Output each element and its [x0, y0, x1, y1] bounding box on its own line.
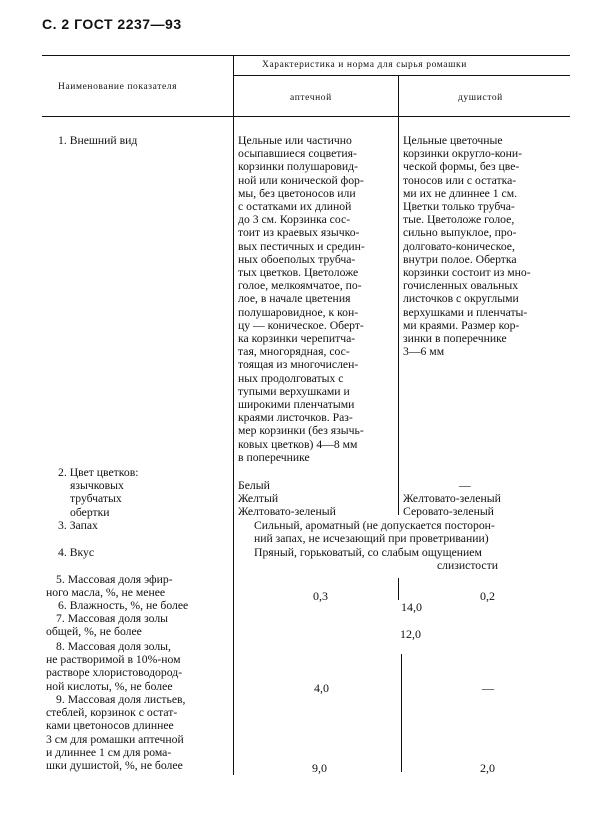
- text-line: долговато-коническое,: [403, 239, 515, 253]
- text-line: широкими пленчатыми: [238, 398, 355, 412]
- text-line: ной или конической фор-: [238, 173, 364, 187]
- text-line: слизистости: [437, 559, 498, 573]
- text-line: 5. Массовая доля эфир-: [56, 573, 173, 586]
- text-line: Желтый: [238, 492, 279, 506]
- page-header: С. 2 ГОСТ 2237—93: [42, 16, 182, 32]
- row-appearance-pharmacy: [238, 134, 398, 464]
- row-moisture-name: 6. Влажность, %, не более: [58, 599, 189, 612]
- text-line: ковых цветков) 4—8 мм: [238, 437, 358, 451]
- text-line: верхушками и пленчаты-: [403, 305, 528, 319]
- text-line: мер корзинки (без язычь-: [238, 424, 364, 438]
- text-line: зинки в поперечнике: [403, 332, 507, 346]
- row-appearance-name: 1. Внешний вид: [58, 134, 138, 147]
- row-ash-insoluble-pharmacy: 4,0: [314, 681, 329, 695]
- text-line: и длиннее 1 см для рома-: [46, 745, 172, 759]
- text-line: ных обоеполых трубча-: [238, 252, 356, 266]
- text-line: ческой формы, без цве-: [403, 160, 520, 174]
- text-line: Цветки только трубча-: [403, 200, 515, 214]
- text-line: Серовато-зеленый: [403, 505, 494, 519]
- row-taste-name: 4. Вкус: [58, 546, 95, 559]
- text-line: Цельные или частично: [238, 134, 352, 147]
- text-line: ний запах, не исчезающий при проветривании): [254, 532, 489, 546]
- header-group-rule: [234, 75, 570, 76]
- text-line: вых пестичных и средин-: [238, 239, 365, 253]
- text-line: полушаровидное, к кон-: [238, 305, 359, 319]
- header-col-fragrant: душистой: [458, 93, 503, 103]
- text-line: ми краями. Размер кор-: [403, 318, 520, 332]
- text-line: шки душистой, %, не более: [46, 759, 183, 773]
- row-ash-insoluble-name: [46, 640, 234, 693]
- row-oil-fragrant: 0,2: [480, 589, 495, 603]
- text-line: тых цветков. Цветоложе: [238, 266, 359, 280]
- text-line: до 3 см. Корзинка сос-: [238, 213, 351, 227]
- row-leaves-fragrant: 2,0: [480, 761, 495, 775]
- text-line: Сильный, ароматный (не допускается посторон-: [254, 519, 495, 532]
- text-line: Цельные цветочные: [403, 134, 503, 147]
- text-line: 7. Массовая доля золы: [56, 612, 169, 625]
- header-col-name: Наименование показателя: [58, 82, 178, 92]
- row-ash-value: 12,0: [400, 627, 421, 641]
- row-oil-pharmacy: 0,3: [313, 589, 328, 603]
- text-line: Белый: [238, 479, 270, 492]
- text-line: лое, в начале цветения: [238, 292, 351, 306]
- text-line: растворе хлористоводород-: [46, 666, 183, 680]
- text-line: голое, мелкоямчатое, по-: [238, 279, 362, 293]
- row-smell-value: [254, 519, 495, 545]
- header-col-pharmacy: аптечной: [290, 93, 332, 103]
- text-line: тупыми верхушками и: [238, 384, 350, 398]
- text-line: корзинки полушаровид-: [238, 160, 359, 174]
- row-color-title: 2. Цвет цветков:: [58, 466, 139, 479]
- text-line: тоносов или с остатка-: [403, 173, 517, 187]
- text-line: корзинки состоит из мно-: [403, 266, 531, 280]
- text-line: ка корзинки черепитча-: [238, 332, 356, 346]
- text-line: ми их не длиннее 1 см.: [403, 186, 518, 200]
- row-leaves-name: [46, 693, 234, 772]
- header-group: Характеристика и норма для сырья ромашки: [262, 60, 467, 70]
- text-line: гочисленных овальных: [403, 279, 519, 293]
- text-line: ной кислоты, %, не более: [46, 679, 173, 693]
- text-line: 8. Массовая доля золы,: [56, 640, 171, 653]
- text-line: ных продолговатых с: [238, 371, 344, 385]
- row-color-name: [58, 466, 244, 519]
- col2-divider-lower: [398, 578, 399, 600]
- text-line: стеблей, корзинок с остат-: [46, 706, 178, 720]
- row-ash-insoluble-fragrant: —: [482, 681, 494, 695]
- text-line: 3 см для ромашки аптечной: [46, 732, 184, 746]
- row-leaves-pharmacy: 9,0: [312, 761, 327, 775]
- col2-divider: [398, 75, 399, 515]
- text-line: осыпавшиеся соцветия-: [238, 147, 357, 161]
- text-line: общей, %, не более: [46, 625, 142, 639]
- text-line: Пряный, горьковатый, со слабым ощущением: [254, 546, 482, 559]
- row-color-sub: обертки: [70, 505, 110, 519]
- text-line: с остатками их длиной: [238, 200, 352, 214]
- row-color-fragrant: [403, 479, 563, 519]
- col2-divider-lower2: [401, 654, 402, 772]
- row-smell-name: 3. Запах: [58, 519, 98, 532]
- row-appearance-fragrant: [403, 134, 563, 358]
- row-moisture-value: 14,0: [401, 600, 422, 614]
- row-taste-value: [254, 546, 498, 572]
- text-line: Желтовато-зеленый: [403, 492, 501, 506]
- text-line: мы, без цветоносов или: [238, 186, 356, 200]
- text-line: листочков с округлыми: [403, 292, 519, 306]
- text-line: Желтовато-зеленый: [238, 505, 336, 519]
- table-top-rule: [42, 55, 570, 56]
- text-line: тоящая из многочислен-: [238, 358, 359, 372]
- text-line: ного масла, %, не менее: [46, 586, 166, 600]
- text-line: сильно выпуклое, про-: [403, 226, 517, 240]
- row-color-sub: трубчатых: [70, 492, 122, 506]
- row-color-pharmacy: [238, 479, 398, 519]
- text-line: тые. Цветоложе голое,: [403, 213, 515, 227]
- text-line: внутри полое. Обертка: [403, 252, 517, 266]
- text-line: цу — коническое. Оберт-: [238, 318, 364, 332]
- text-line: 9. Массовая доля листьев,: [56, 693, 186, 706]
- header-bottom-rule: [42, 116, 570, 117]
- text-line: корзинки округло-кони-: [403, 147, 523, 161]
- text-line: 3—6 мм: [403, 345, 445, 359]
- text-line: тоит из краевых язычко-: [238, 226, 360, 240]
- text-line: ками цветоносов длиннее: [46, 719, 174, 733]
- text-line: в поперечнике: [238, 450, 310, 464]
- text-line: краями листочков. Раз-: [238, 411, 353, 425]
- row-color-sub: язычковых: [70, 479, 124, 493]
- text-line: не растворимой в 10%-ном: [46, 653, 181, 667]
- row-oil-name: [46, 573, 232, 599]
- text-line: —: [459, 479, 471, 492]
- text-line: тая, многорядная, сос-: [238, 345, 350, 359]
- row-ash-name: [46, 612, 232, 638]
